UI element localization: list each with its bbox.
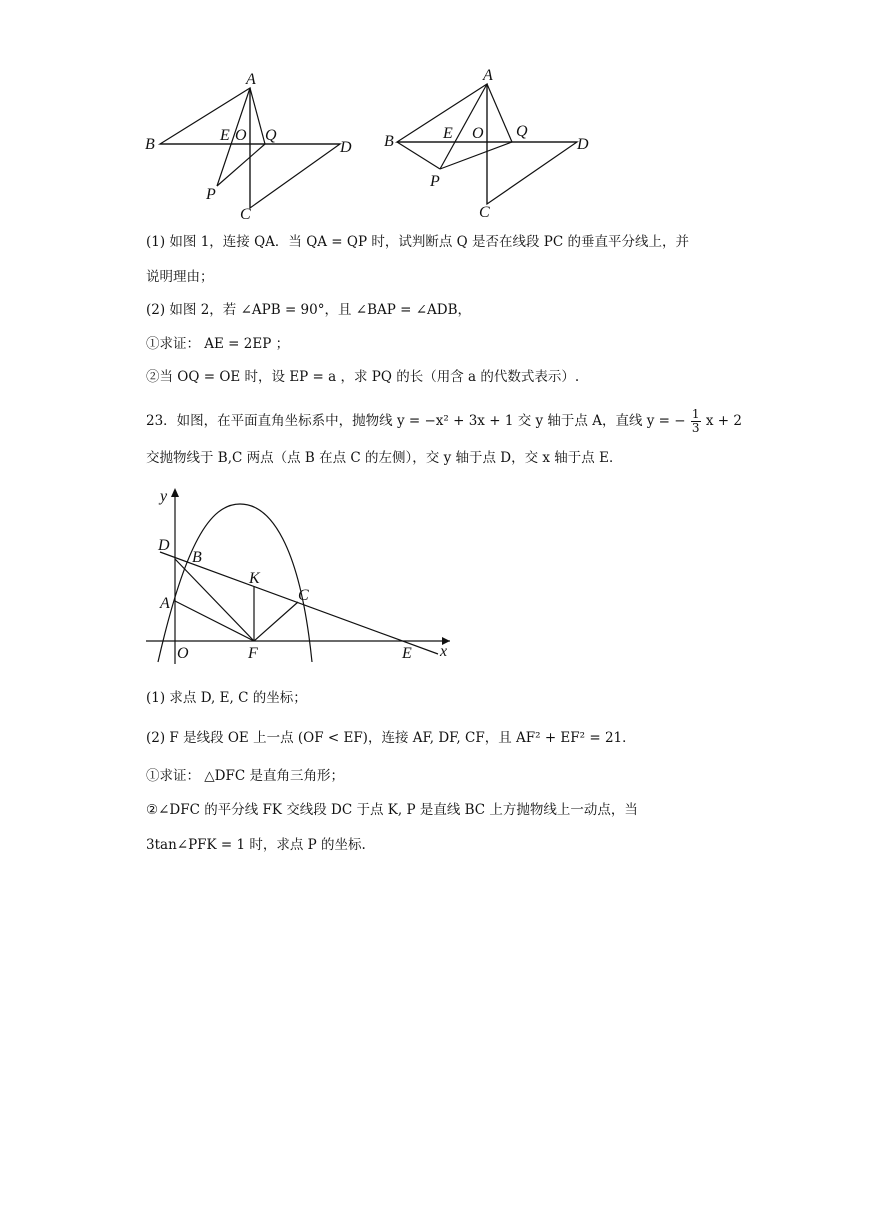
fraction-one-third (691, 408, 701, 435)
label-b: B (192, 549, 202, 566)
label-c: C (298, 587, 309, 604)
label-y: y (160, 488, 168, 505)
segment-fc (254, 602, 298, 641)
problem-23-line-1-text: 23．如图，在平面直角坐标系中，抛物线 y = −x² + 3x + 1 交 y 轴于点 A，直线 y = − (146, 413, 686, 429)
label-a: A (483, 67, 493, 84)
label-a: A (246, 71, 256, 88)
problem-23-line-1 (146, 408, 742, 435)
problem-23-question-2-sub-2: ②∠DFC 的平分线 FK 交线段 DC 于点 K, P 是直线 BC 上方抛物线上一动点，当 (146, 802, 638, 818)
fraction-numerator: 1 (691, 407, 700, 421)
question-2-sub-2: ②当 OQ = OE 时，设 EP = a ，求 PQ 的长（用含 a 的代数式表示）. (146, 369, 580, 385)
problem-23-question-2-sub-1: ①求证： △DFC 是直角三角形； (146, 768, 344, 784)
parabola (158, 504, 312, 662)
segment-bp (397, 142, 440, 169)
y-axis-arrow (171, 488, 179, 497)
label-o: O (235, 127, 247, 144)
label-e: E (220, 127, 230, 144)
label-k: K (249, 570, 260, 587)
label-o: O (177, 645, 189, 662)
figure-2-rhombus (380, 62, 605, 226)
label-o: O (472, 125, 484, 142)
question-2-sub-1: ①求证： AE = 2EP ； (146, 336, 290, 352)
label-p: P (206, 186, 216, 203)
segment-pq (440, 142, 512, 169)
label-d: D (577, 136, 589, 153)
segment-aq (250, 88, 265, 144)
label-c: C (479, 204, 490, 221)
figure-3-parabola-graph (140, 484, 460, 669)
problem-23-question-2: (2) F 是线段 OE 上一点 (OF < EF)，连接 AF, DF, CF，且 AF² + EF² = 21． (146, 730, 636, 746)
label-a: A (160, 595, 170, 612)
question-2-line: (2) 如图 2，若 ∠APB = 90°，且 ∠BAP = ∠ADB， (146, 302, 472, 318)
label-c: C (240, 206, 251, 223)
label-f: F (248, 645, 258, 662)
segment-af (175, 601, 254, 641)
label-q: Q (516, 123, 528, 140)
fraction-denominator: 3 (691, 421, 700, 435)
question-1-line-2: 说明理由； (146, 269, 214, 285)
label-e: E (443, 125, 453, 142)
label-d: D (340, 139, 352, 156)
label-e: E (402, 645, 412, 662)
label-x: x (440, 643, 448, 660)
label-b: B (145, 136, 155, 153)
segment-df (175, 559, 254, 641)
label-q: Q (265, 127, 277, 144)
problem-23-question-2-sub-3: 3tan∠PFK = 1 时，求点 P 的坐标. (146, 837, 366, 853)
problem-23-question-1: (1) 求点 D, E, C 的坐标； (146, 690, 307, 706)
segment-aq (487, 84, 512, 142)
problem-23-line-2: 交抛物线于 B,C 两点（点 B 在点 C 的左侧），交 y 轴于点 D，交 x 轴于点 E． (146, 450, 623, 466)
problem-23-line-1-tail: x + 2 (705, 413, 742, 429)
question-1-line-1: (1) 如图 1，连接 QA．当 QA = QP 时，试判断点 Q 是否在线段 PC 的垂直平分线上，并 (146, 234, 689, 250)
label-d: D (158, 537, 170, 554)
label-p: P (430, 173, 440, 190)
figure-1-rhombus (140, 64, 365, 228)
label-b: B (384, 133, 394, 150)
